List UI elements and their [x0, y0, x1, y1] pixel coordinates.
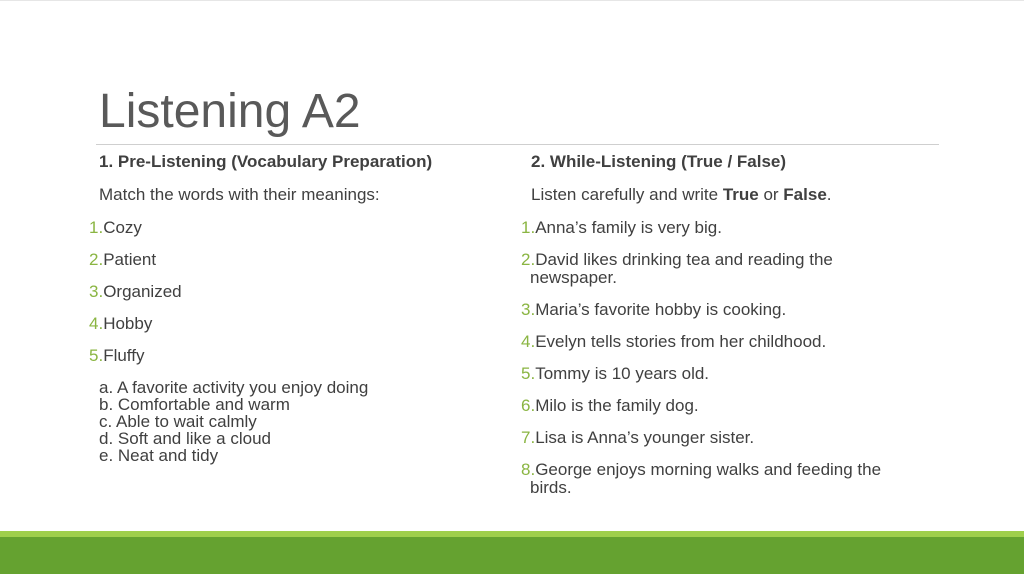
statement-text: David likes drinking tea and reading the — [535, 250, 833, 269]
item-number: 6. — [521, 396, 536, 415]
statement-item — [521, 301, 786, 319]
item-number: 8. — [521, 460, 536, 479]
vocab-word: Cozy — [103, 218, 142, 237]
meanings-list — [99, 379, 368, 464]
meaning-line: c. Able to wait calmly — [99, 412, 257, 431]
item-number: 2. — [521, 250, 536, 269]
statement-text-continued: birds. — [530, 478, 572, 497]
item-number: 3. — [89, 282, 104, 301]
statement-item — [521, 429, 754, 447]
meaning-line: a. A favorite activity you enjoy doing — [99, 378, 369, 397]
item-number: 3. — [521, 300, 536, 319]
statement-text: Evelyn tells stories from her childhood. — [535, 332, 827, 351]
statement-text: George enjoys morning walks and feeding the — [535, 460, 882, 479]
true-keyword: True — [722, 185, 759, 204]
statement-text: Lisa is Anna’s younger sister. — [535, 428, 755, 447]
meaning-line: d. Soft and like a cloud — [99, 429, 272, 448]
vocab-item — [89, 219, 142, 237]
statement-text: Tommy is 10 years old. — [535, 364, 710, 383]
vocab-item — [89, 251, 156, 269]
vocab-item — [89, 315, 152, 333]
false-keyword: False — [783, 185, 827, 204]
vocab-word: Fluffy — [103, 346, 145, 365]
statement-item — [521, 251, 833, 287]
statement-text: Milo is the family dog. — [535, 396, 699, 415]
slide-title: Listening A2 — [99, 85, 361, 138]
statement-item — [521, 219, 722, 237]
statement-item — [521, 461, 881, 497]
statement-item — [521, 397, 699, 415]
vocab-word: Organized — [103, 282, 182, 301]
instruction-period: . — [826, 185, 832, 204]
vocab-item — [89, 347, 144, 365]
title-divider — [96, 144, 939, 145]
instruction-or: or — [758, 185, 784, 204]
statement-text-continued: newspaper. — [530, 268, 617, 287]
vocab-word: Hobby — [103, 314, 153, 333]
true-false-instruction — [531, 184, 832, 206]
statement-item — [521, 365, 709, 383]
vocab-word: Patient — [103, 250, 157, 269]
statement-text: Anna’s family is very big. — [535, 218, 722, 237]
top-rule — [0, 0, 1024, 1]
match-instruction: Match the words with their meanings: — [99, 185, 380, 204]
item-number: 1. — [89, 218, 104, 237]
instruction-text: Listen carefully and write — [531, 185, 723, 204]
statement-text: Maria’s favorite hobby is cooking. — [535, 300, 787, 319]
footer-bar — [0, 537, 1024, 574]
item-number: 5. — [89, 346, 104, 365]
item-number: 2. — [89, 250, 104, 269]
meaning-line: b. Comfortable and warm — [99, 395, 290, 414]
item-number: 4. — [89, 314, 104, 333]
pre-listening-heading: 1. Pre-Listening (Vocabulary Preparation) — [99, 152, 433, 171]
statement-item — [521, 333, 826, 351]
while-listening-heading: 2. While-Listening (True / False) — [531, 152, 787, 171]
item-number: 4. — [521, 332, 536, 351]
item-number: 7. — [521, 428, 536, 447]
meaning-line: e. Neat and tidy — [99, 446, 219, 465]
item-number: 5. — [521, 364, 536, 383]
item-number: 1. — [521, 218, 536, 237]
vocab-item — [89, 283, 182, 301]
